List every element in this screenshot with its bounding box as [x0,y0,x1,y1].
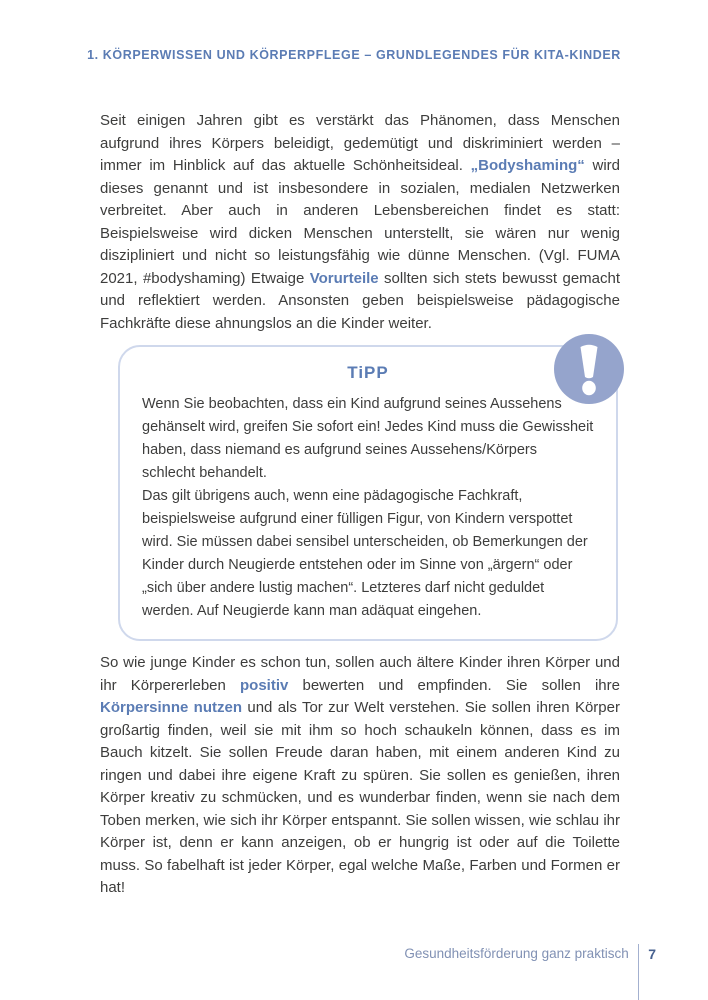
text-run: Seit einigen Jahren gibt es verstärkt das Phänomen, dass Menschen aufgrund ihres Körpers beleidigt, gedemütigt und diskriminiert werden – immer im Hinblick auf das aktuelle Schönheitsideal. [100,112,620,174]
highlighted-term: Körpersinne nutzen [100,699,243,716]
chapter-heading: 1. KÖRPERWISSEN UND KÖRPERPFLEGE – GRUNDLEGENDES FÜR KITA-KINDER [87,48,621,62]
text-run: sollten sich stets bewusst gemacht und reflektiert werden. Ansonsten geben beispielsweise pädagogische Fachkräfte diese ahnungslos an die Kinder weiter. [100,269,621,332]
text-run: Das gilt übrigens auch, wenn eine pädagogische Fachkraft, beispielsweise aufgrund einer fülligen Figur, von Kindern verspottet wird. Sie müssen dabei sensibel unterscheiden, ob Bemerkungen der Kinder durch Neugierde entstehen oder im Sinne von „ärgern“ oder „sich über andere lustig machen“. Letzteres darf nicht geduldet werden. Auf Neugierde kann man adäquat eingehen. [142,488,588,619]
tip-paragraph-2 [142,485,594,623]
paragraph-main [100,652,620,900]
tip-title: TiPP [347,363,389,382]
exclamation-icon [554,334,624,404]
text-run: und als Tor zur Welt verstehen. Sie sollen ihren Körper großartig finden, weil sie mit ihm so hoch schaukeln können, dass es im Bauch kitzelt. Sie sollen Freude daran haben, mit einem anderen Kind zu ringen und dabei ihre eigene Kraft zu spüren. Sie sollen es genießen, ihren Körper kreativ zu schmücken, und es wunderbar finden, wenn sie nach dem Toben merken, wie sich ihr Körper entspannt. Sie sollen wissen, wie schlau ihr Körper ist, denn er kann anzeigen, ob er hungrig ist oder auf die Toilette muss. So fabelhaft ist jeder Körper, egal welche Maße, Farben und Formen er hat! [100,699,620,896]
running-footer-title: Gesundheitsförderung ganz praktisch [404,946,629,961]
highlighted-term: positiv [240,676,289,694]
text-run: bewerten und empfinden. Sie sollen ihre [288,676,620,694]
tip-paragraph-1 [142,393,594,485]
page-number: 7 [648,946,656,962]
highlighted-term: „Bodyshaming“ [470,157,585,174]
text-run: Wenn Sie beobachten, dass ein Kind aufgrund seines Aussehens gehänselt wird, greifen Sie sofort ein! Jedes Kind muss die Gewissheit haben, dass niemand es aufgrund seines Aussehens/Körpers schlecht behandelt. [142,396,594,481]
tip-box [118,345,618,641]
paragraph-intro [100,110,620,335]
text-run: wird dieses genannt und ist insbesondere in sozialen, medialen Netzwerken verbreitet. Aber auch in anderen Lebensbereichen findet es statt: Beispielsweise wird dicken Menschen unterstellt, sie wären nur wenig diszipliniert und nicht so leistungsfähig wie dünne Menschen. (Vgl. FUMA 2021, #bodyshaming) Etwaige [100,157,620,287]
highlighted-term: Vorurteile [309,269,379,287]
text-run: So wie junge Kinder es schon tun, sollen auch ältere Kinder ihren Körper und ihr Körpererleben [100,654,620,694]
page-footer [404,944,656,1000]
